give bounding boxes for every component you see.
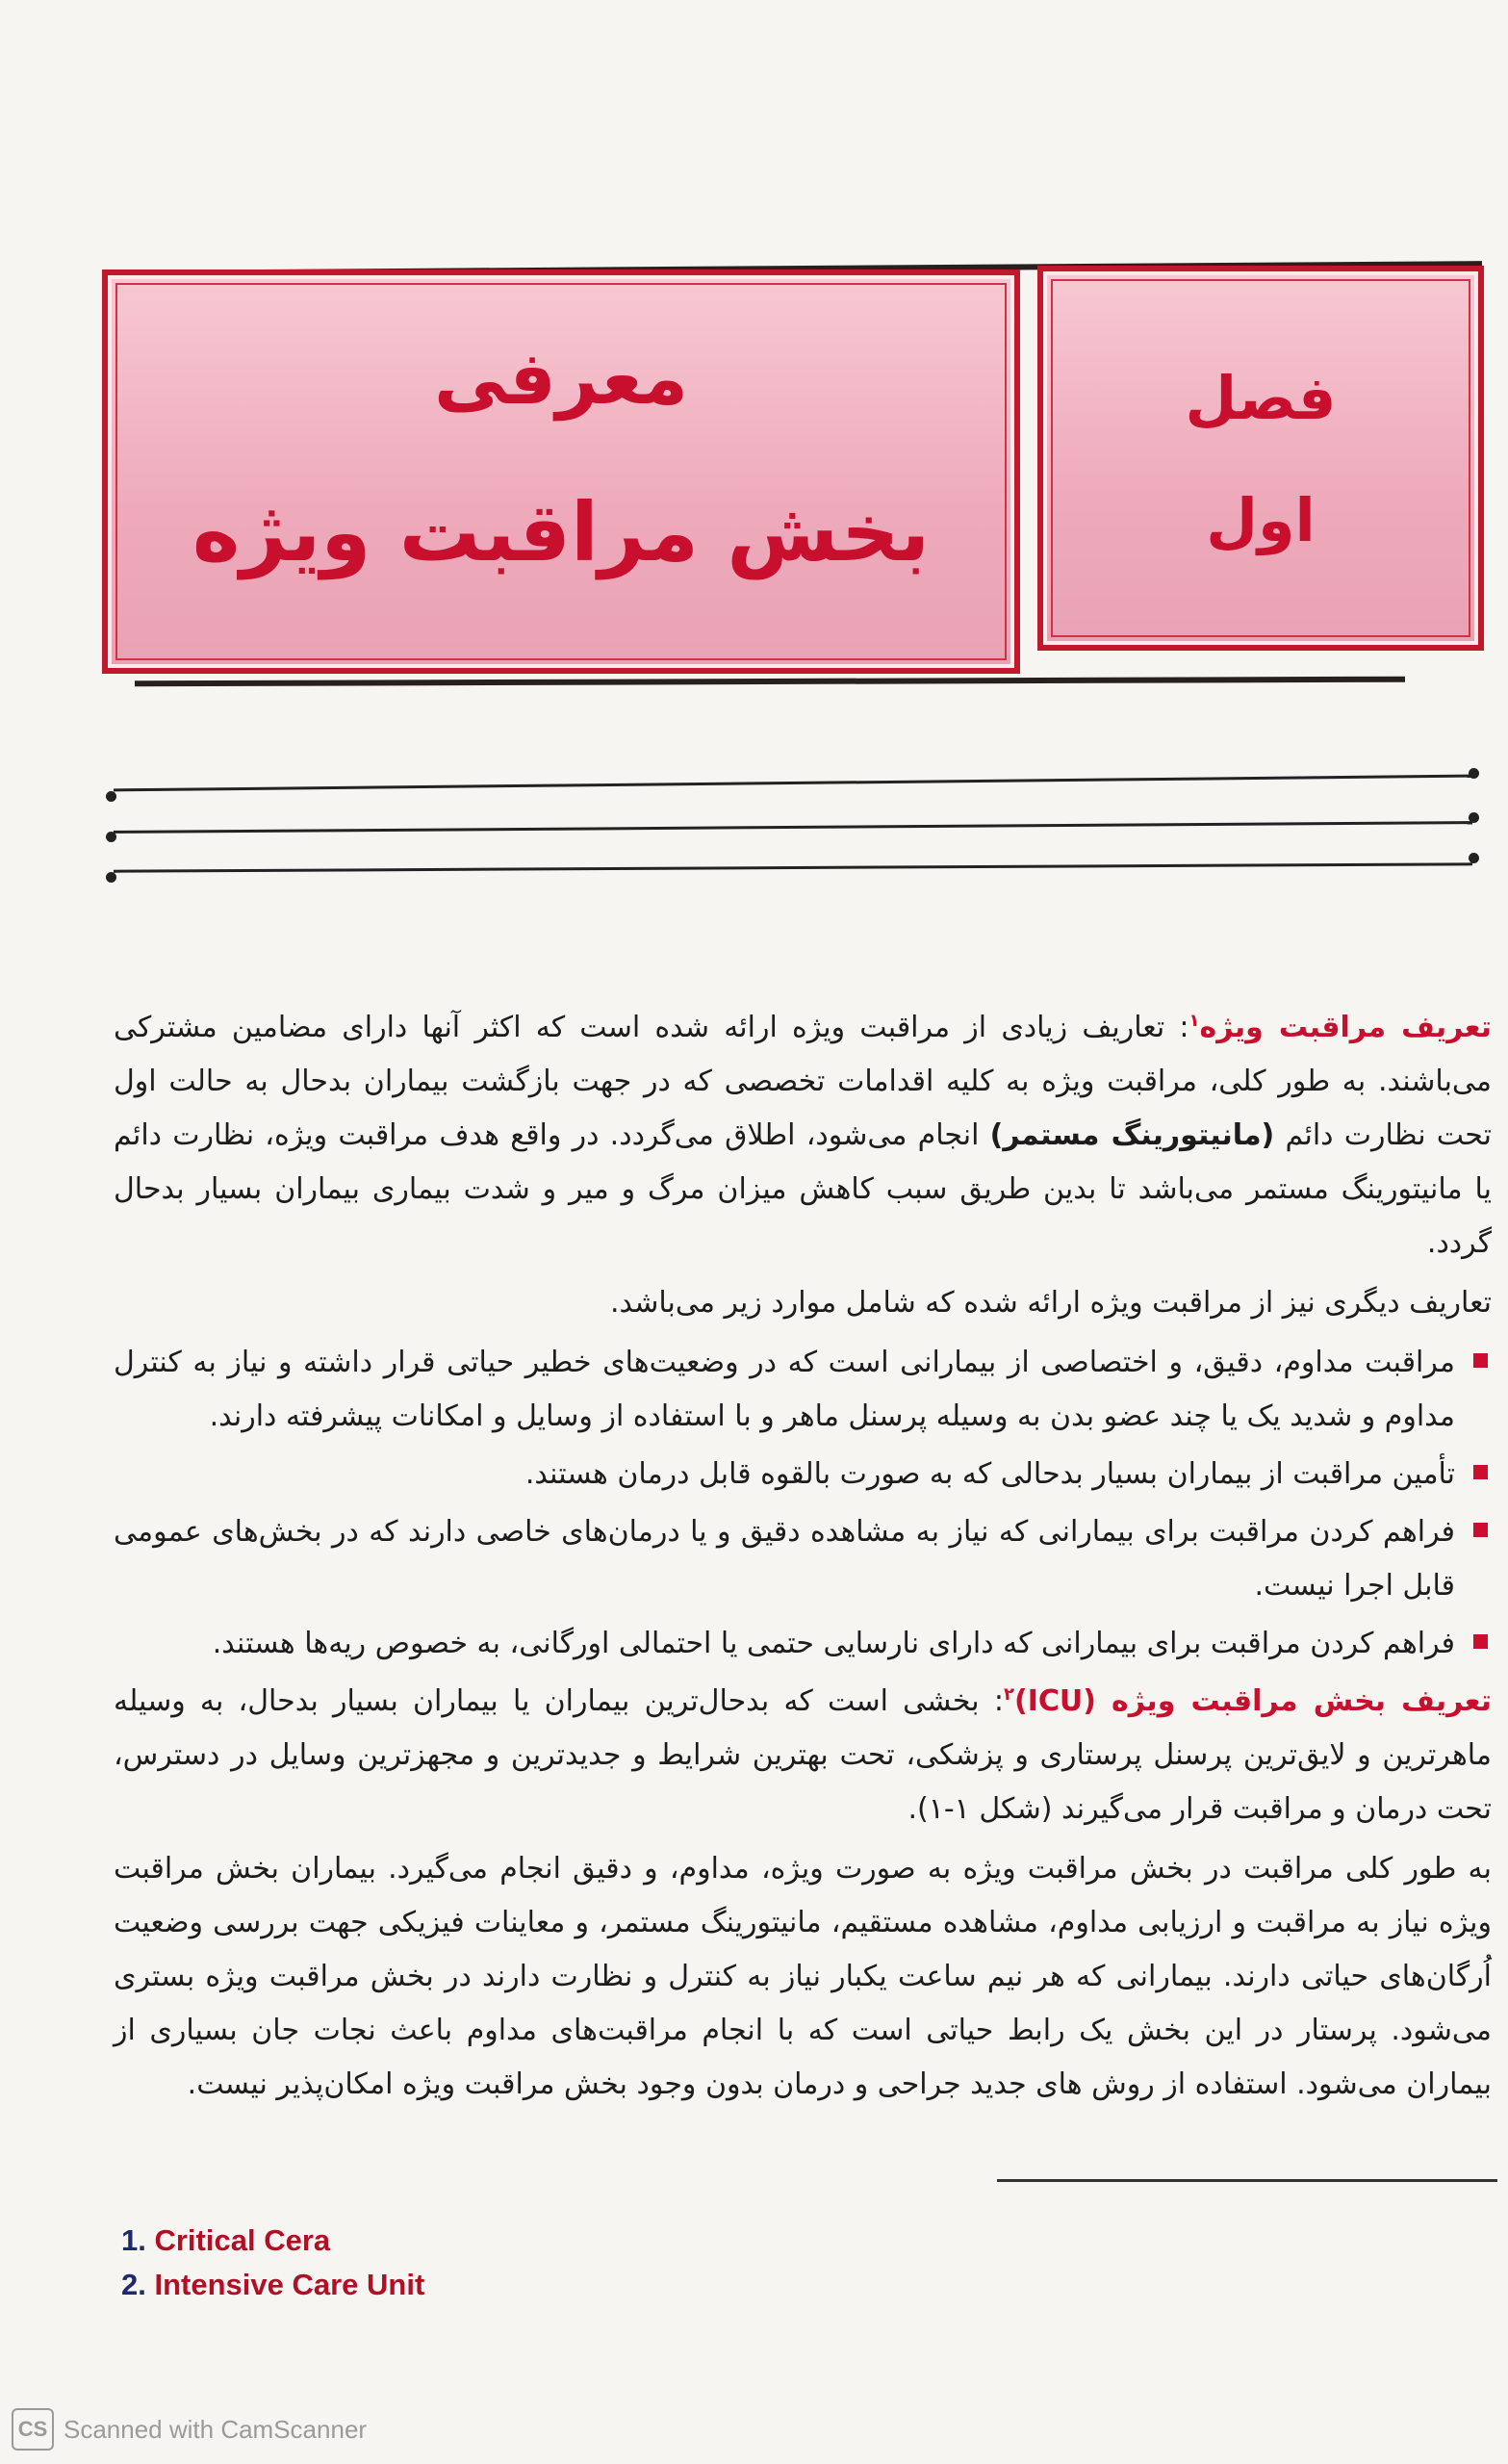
list-item: تأمین مراقبت از بیماران بسیار بدحالی که به صورت بالقوه قابل درمان هستند. [114,1448,1492,1502]
chapter-label-box [1037,266,1484,651]
red-square-bullet-icon [1473,1634,1488,1649]
decor-dot [1469,768,1479,779]
list-item: مراقبت مداوم، دقیق، و اختصاصی از بیمارانی است که در وضعیت‌های خطیر حیاتی قرار داشته و نیاز به کنترل مداوم و شدید یک یا چند عضو بدن به وسیله پرسنل ماهر و با استفاده از وسایل و امکانات پیشرفته دارند. [114,1336,1492,1444]
chapter-title-line1: معرفی [434,335,688,421]
chapter-label-box-frame [1051,279,1470,637]
chapter-title-box [102,270,1020,674]
camscanner-watermark [12,2408,367,2451]
footnote-1: 1. Critical Cera [121,2223,331,2257]
definition-paragraph-2 [114,1675,1492,1836]
definition-1-bold: (مانیتورینگ مستمر) [989,1118,1275,1152]
decor-dot [106,872,116,883]
term-critical-care: تعریف مراقبت ویژه [1199,1011,1492,1044]
decor-dot [1469,853,1479,863]
chapter-label-line2: اول [1206,485,1316,555]
list-item: فراهم کردن مراقبت برای بیمارانی که دارای نارسایی حتمی یا احتمالی اورگانی، به خصوص ریه‌ها هستند. [114,1617,1492,1671]
footnote-2: 2. Intensive Care Unit [121,2268,425,2301]
decor-dot [106,791,116,802]
list-item: فراهم کردن مراقبت برای بیمارانی که نیاز به مشاهده دقیق و یا درمان‌های خاصی دارند که در بخش‌های عمومی قابل اجرا نیست. [114,1505,1492,1613]
chapter-title-line2: بخش مراقبت ویژه [192,485,931,579]
definition-paragraph-1 [114,1001,1492,1270]
footnote-ref-2: ۲ [1003,1684,1014,1705]
decor-dot [1469,812,1479,823]
header-bottom-rule [135,677,1405,687]
footnotes [121,2219,424,2307]
chapter-label-line1: فصل [1185,363,1337,433]
camscanner-logo-icon: CS [12,2408,54,2451]
definition-2-text: : بخشی است که بدحال‌ترین بیماران یا بیماران بسیار بدحال، به وسیله ماهرترین و لایق‌ترین پرسنل پرستاری و پزشکی، تحت بهترین شرایط و جدیدترین و مجهزترین وسایل در دسترس، تحت درمان و مراقبت قرار می‌گیرند (شکل ۱-۱). [114,1684,1492,1826]
red-square-bullet-icon [1473,1353,1488,1368]
red-square-bullet-icon [1473,1465,1488,1479]
decor-line-3 [114,862,1472,872]
body-text [114,1001,1492,2118]
closing-paragraph: به طور کلی مراقبت در بخش مراقبت ویژه به صورت ویژه، مداوم، و دقیق انجام می‌گیرد. بیماران بخش مراقبت ویژه نیاز به مراقبت و ارزیابی مداوم، مشاهده مستقیم، مانیتورینگ مستمر، و معاینات فیزیکی جهت بررسی وضعیت اُرگان‌های حیاتی دارند. بیمارانی که هر نیم ساعت یکبار نیاز به کنترل و نظارت دارند در بخش مراقبت ویژه بستری می‌شود. پرستار در این بخش یک رابط حیاتی است که با انجام مراقبت‌های مداوم باعث نجات جان بسیاری از بیماران می‌شود. استفاده از روش های جدید جراحی و درمان بدون وجود بخش مراقبت ویژه امکان‌پذیر نیست. [114,1852,1492,2101]
definitions-list [114,1336,1492,1671]
other-definitions-intro: تعاریف دیگری نیز از مراقبت ویژه ارائه شده که شامل موارد زیر می‌باشد. [609,1286,1492,1320]
red-square-bullet-icon [1473,1523,1488,1537]
watermark-text: Scanned with CamScanner [64,2414,368,2444]
footnote-rule [997,2179,1497,2182]
footnote-ref-1: ۱ [1189,1011,1200,1031]
definition-1-text-a: : تعاریف زیادی از مراقبت ویژه ارائه شده است که اکثر آنها دارای مضامین مشترکی می‌باشند. به طور کلی، مراقبت ویژه به کلیه اقدامات تخصصی که در جهت بازگشت بیماران بدحال به حالت اول تحت نظارت دائم [114,1011,1492,1152]
decor-line-1 [114,775,1472,792]
decor-line-2 [114,821,1472,834]
term-icu: تعریف بخش مراقبت ویژه (ICU) [1013,1684,1492,1718]
definition-1-text-b: انجام می‌شود، اطلاق می‌گردد. در واقع هدف مراقبت ویژه، نظارت دائم یا مانیتورینگ مستمر می‌باشد تا بدین طریق سبب کاهش میزان مرگ و میر و شدت بیماری بیماران بسیار بدحال گردد. [114,1118,1492,1260]
decor-dot [106,832,116,842]
